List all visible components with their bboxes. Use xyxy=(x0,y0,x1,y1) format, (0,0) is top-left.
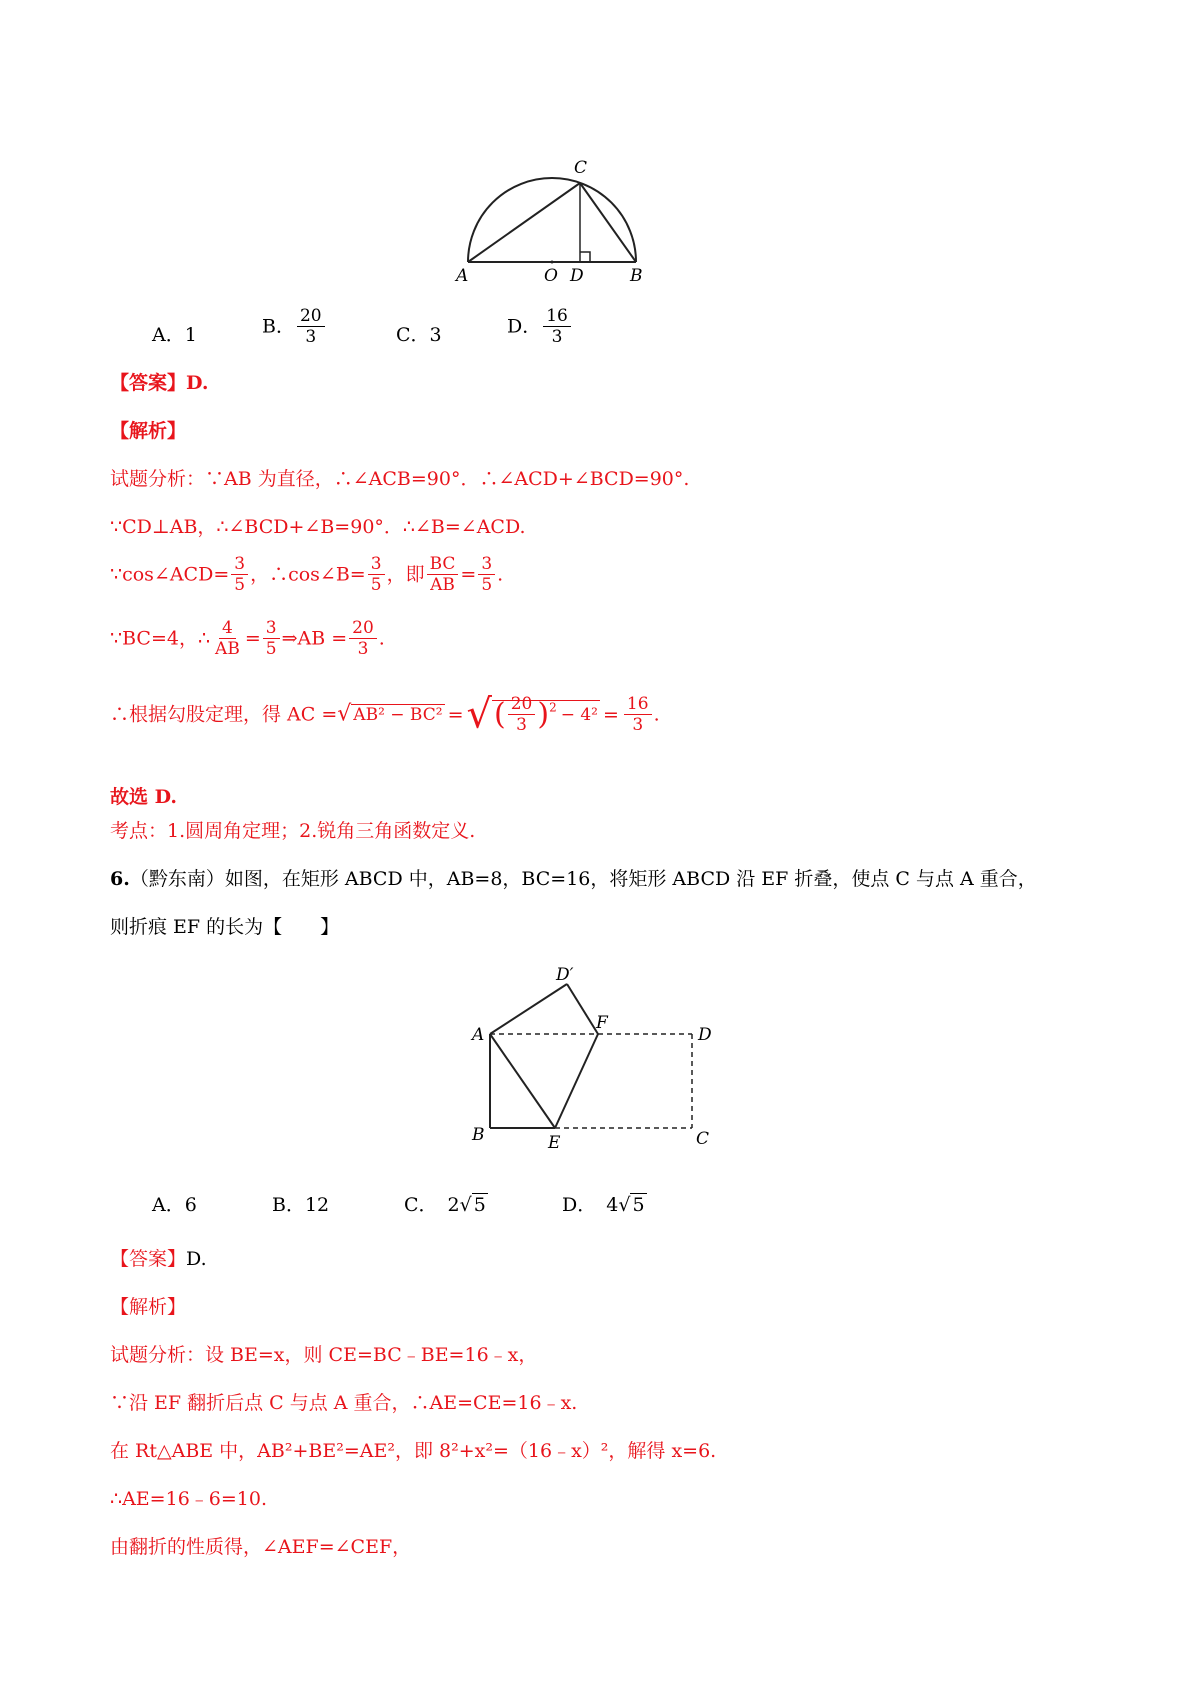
q5-option-b-den: 3 xyxy=(305,327,317,347)
q5-l5-frac xyxy=(624,694,652,735)
q6-analysis-line5: 由翻折的性质得，∠AEF=∠CEF， xyxy=(110,1536,412,1558)
edge-AD-prime xyxy=(490,984,567,1034)
label-C: C xyxy=(574,158,588,178)
q5-option-b-prefix: B． xyxy=(262,315,295,338)
q5-analysis-label: 【解析】 xyxy=(110,420,187,442)
q5-option-b xyxy=(262,306,327,347)
q5-analysis-line5 xyxy=(110,691,660,738)
label-O: O xyxy=(544,266,558,286)
q6-analysis-line4: ∴AE=16﹣6=10. xyxy=(110,1488,268,1510)
q5-option-b-num: 20 xyxy=(297,306,325,327)
q5-option-d xyxy=(507,306,573,347)
folded-rectangle-figure xyxy=(460,962,720,1162)
q5-l4-frac3 xyxy=(349,618,377,659)
q5-l5-inner-den: 3 xyxy=(516,715,527,735)
q5-l4-text2: = xyxy=(244,627,261,650)
q5-l4-frac2 xyxy=(263,618,280,659)
q6-analysis-line3: 在 Rt△ABE 中，AB²+BE²=AE²，即 8²+x²=（16﹣x）²，解得 x=6. xyxy=(110,1440,717,1462)
label-C: C xyxy=(696,1129,710,1149)
q5-l5-num: 16 xyxy=(624,694,652,715)
q5-option-d-num: 16 xyxy=(543,306,571,327)
chord-BC xyxy=(580,183,636,262)
semicircle-figure xyxy=(440,145,730,295)
q5-l3-f1-num: 3 xyxy=(231,554,248,575)
q6-analysis-line1: 试题分析：设 BE=x，则 CE=BC﹣BE=16﹣x， xyxy=(110,1344,538,1366)
q5-analysis-line1: 试题分析：∵AB 为直径，∴∠ACB=90°．∴∠ACD+∠BCD=90°. xyxy=(110,468,690,490)
q6-option-c-prefix: C． xyxy=(404,1194,438,1216)
q5-l5-inner-frac xyxy=(508,694,536,735)
q6-option-c-radicand: 5 xyxy=(473,1194,486,1216)
q5-conclusion: 故选 D. xyxy=(110,786,178,808)
q5-answer-label: 【答案】 xyxy=(110,372,187,394)
q6-analysis-line2: ∵沿 EF 翻折后点 C 与点 A 重合，∴AE=CE=16﹣x. xyxy=(110,1392,578,1414)
q5-l3-text5: . xyxy=(497,563,504,586)
q5-l5-radicand2: ( $\frac{20}{3}$ )$^2$ − 4² xyxy=(494,694,598,735)
label-F: F xyxy=(596,1013,608,1033)
q6-option-d-radicand: 5 xyxy=(632,1194,645,1216)
q5-analysis-line4 xyxy=(110,618,385,659)
q5-option-d-fraction xyxy=(543,306,571,347)
label-D-prime: D′ xyxy=(556,965,574,985)
q5-l4-f3-den: 3 xyxy=(357,639,369,659)
q5-l5-text3: = xyxy=(603,703,619,726)
q5-l5-text1: ∴根据勾股定理，得 AC = xyxy=(110,703,338,726)
q5-l4-text3: ⇒AB = xyxy=(281,627,348,650)
q5-option-c: C．3 xyxy=(396,324,442,346)
q5-l3-f4-den: 5 xyxy=(481,575,493,595)
q6-option-c-sqrt-sign: √ xyxy=(459,1194,472,1216)
q6-option-d-prefix: D． xyxy=(562,1194,597,1216)
q5-l3-text3: ，即 xyxy=(386,563,425,586)
chord-AC xyxy=(468,183,580,262)
q5-l5-sqrt-sign1: √ xyxy=(337,701,352,727)
q5-l5-den: 3 xyxy=(632,715,644,735)
q5-l4-f3-num: 20 xyxy=(349,618,377,639)
q6-option-b: B．12 xyxy=(272,1194,330,1216)
q6-stem-line2: 则折痕 EF 的长为【 】 xyxy=(110,916,340,938)
q5-l4-f1-num: 4 xyxy=(219,618,236,639)
q5-l3-frac2 xyxy=(368,554,385,595)
q5-l4-text1: ∵BC=4，∴ xyxy=(110,627,211,650)
q5-l3-f4-num: 3 xyxy=(478,554,495,575)
q5-l5-text2: = xyxy=(447,703,464,726)
crease-EF xyxy=(555,1034,598,1128)
q5-l4-f1-den: AB xyxy=(215,639,240,659)
q6-answer-value: D. xyxy=(186,1248,207,1270)
q5-answer-value: D. xyxy=(186,372,209,394)
q6-stem1: （黔东南）如图，在矩形 ABCD 中，AB=8，BC=16，将矩形 ABCD 沿 EF 折叠，使点 C 与点 A 重合， xyxy=(129,868,1037,890)
q6-option-c-coef: 2 xyxy=(447,1194,460,1216)
q6-option-d-coef: 4 xyxy=(606,1194,619,1216)
q5-l3-f3-num: BC xyxy=(427,554,459,575)
q6-option-c xyxy=(404,1192,488,1218)
q5-analysis-line3 xyxy=(110,554,503,595)
q5-l3-frac1 xyxy=(231,554,248,595)
center-O xyxy=(551,261,554,264)
q5-option-d-den: 3 xyxy=(551,327,563,347)
q5-l3-f2-num: 3 xyxy=(368,554,385,575)
label-B: B xyxy=(630,266,643,286)
label-E: E xyxy=(548,1133,561,1153)
right-angle-mark xyxy=(580,252,590,262)
q5-option-a: A．1 xyxy=(152,324,197,346)
q6-analysis-label: 【解析】 xyxy=(110,1296,187,1318)
q5-l3-frac4 xyxy=(478,554,495,595)
q5-l5-inner-num: 20 xyxy=(508,694,536,715)
q6-option-a: A．6 xyxy=(152,1194,197,1216)
q5-kaodian: 考点：1.圆周角定理；2.锐角三角函数定义. xyxy=(110,820,476,842)
q6-stem-line1 xyxy=(110,866,1037,892)
q5-analysis-line2: ∵CD⊥AB，∴∠BCD+∠B=90°．∴∠B=∠ACD. xyxy=(110,516,526,538)
q5-l3-text1: ∵cos∠ACD= xyxy=(110,563,230,586)
q6-answer xyxy=(110,1246,207,1272)
q5-l3-text2: ，∴cos∠B= xyxy=(250,563,366,586)
q5-l5-text4: . xyxy=(653,703,660,726)
q5-l5-rest: − 4² xyxy=(560,704,598,725)
semicircle-arc xyxy=(468,178,636,262)
q5-l5-sqrt-sign2: √ xyxy=(466,691,492,738)
q5-l3-f3-den: AB xyxy=(430,575,455,595)
label-B: B xyxy=(472,1125,485,1145)
q5-l3-text4: = xyxy=(460,563,477,586)
q5-l4-text4: . xyxy=(378,627,385,650)
q5-l4-f2-num: 3 xyxy=(263,618,280,639)
q6-answer-label: 【答案】 xyxy=(110,1248,187,1270)
label-D: D xyxy=(570,266,584,286)
q5-answer xyxy=(110,370,208,396)
q5-l4-frac1 xyxy=(212,618,243,659)
label-A: A xyxy=(456,266,469,286)
label-D: D xyxy=(698,1025,712,1045)
q5-l4-f2-den: 5 xyxy=(265,639,277,659)
q6-option-d xyxy=(562,1192,647,1218)
q5-option-d-prefix: D． xyxy=(507,315,542,338)
q5-l3-frac3 xyxy=(427,554,459,595)
q5-l3-f1-den: 5 xyxy=(234,575,246,595)
q6-number: 6. xyxy=(110,868,130,890)
label-A: A xyxy=(472,1025,485,1045)
q5-option-b-fraction xyxy=(297,306,325,347)
q5-l3-f2-den: 5 xyxy=(370,575,382,595)
segment-AE xyxy=(490,1034,555,1128)
edge-D-prime-F xyxy=(567,984,598,1034)
q5-l5-radicand1: AB² − BC² xyxy=(353,704,443,725)
q6-option-d-sqrt-sign: √ xyxy=(618,1194,631,1216)
